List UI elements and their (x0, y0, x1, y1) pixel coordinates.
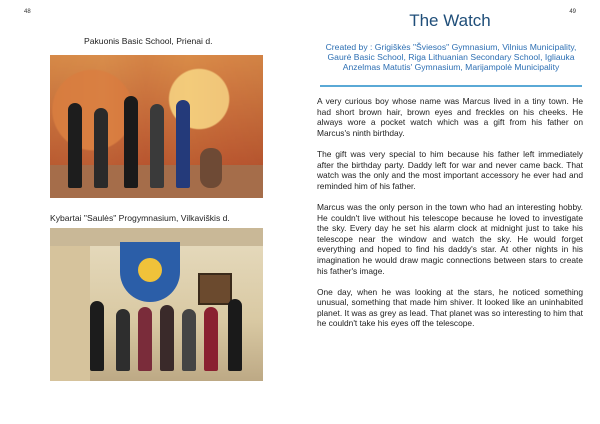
page-number-right: 49 (569, 9, 576, 15)
wall-picture (198, 273, 232, 305)
person-figure (182, 309, 196, 371)
story-credits: Created by : Grigiškės "Šviesos" Gymnasium, Vilnius Municipality, Gaurė Basic School, Riga Lithuanian Secondary School, Igliauka Anzelmas Matutis' Gymnasium, Marijampolė Municipality (325, 42, 577, 72)
person-figure (204, 307, 218, 371)
person-figure (160, 305, 174, 371)
person-figure (68, 103, 82, 188)
sun-emblem-icon (138, 258, 162, 282)
side-wall (50, 246, 90, 381)
person-figure (150, 104, 164, 188)
person-figure (138, 307, 152, 371)
story-paragraph: Marcus was the only person in the town who had an interesting hobby. He couldn't live without his telescope because he loved to investigate the sky. Every day he set his alarm clock at midnight just to take his telescope near the window and watch the sky. He would forget everything and hoped to find his daddy's star. At other nights in his imagination he would draw magic connections between stars to create his father's image. (317, 201, 583, 276)
page-number-left: 48 (24, 9, 31, 15)
school-group-photo-2 (50, 228, 263, 381)
person-figure (90, 301, 104, 371)
title-divider (320, 85, 582, 87)
story-paragraph: One day, when he was looking at the stars, he noticed something unusual, something that made him shiver. It looked like an uninhabited planet. It was as grey as lead. That planet was so interesting to him that he couldn't take his eyes off the telescope. (317, 286, 583, 329)
story-title: The Watch (409, 11, 491, 30)
person-figure (124, 96, 138, 188)
person-figure (228, 299, 242, 371)
story-paragraph: A very curious boy whose name was Marcus lived in a tiny town. He had short brown hair, brown eyes and freckles on his cheeks. He always wore a pocket watch which was a gift from his father on Marcus's ninth birthday. (317, 96, 583, 138)
person-figure (176, 100, 190, 188)
photo-caption-kybartai: Kybartai "Saulės" Progymnasium, Vilkaviškis d. (50, 213, 230, 223)
toy-figure (200, 148, 222, 188)
school-group-photo-1 (50, 55, 263, 198)
person-figure (94, 108, 108, 188)
story-text (317, 96, 583, 340)
person-figure (116, 309, 130, 371)
story-paragraph: The gift was very special to him because his father left immediately after the birthday party. Daddy left for war and never came back. That watch was the only and the most important accessory he ever had and reminded him of his father. (317, 148, 583, 191)
photo-caption-pakuonis: Pakuonis Basic School, Prienai d. (84, 36, 213, 46)
